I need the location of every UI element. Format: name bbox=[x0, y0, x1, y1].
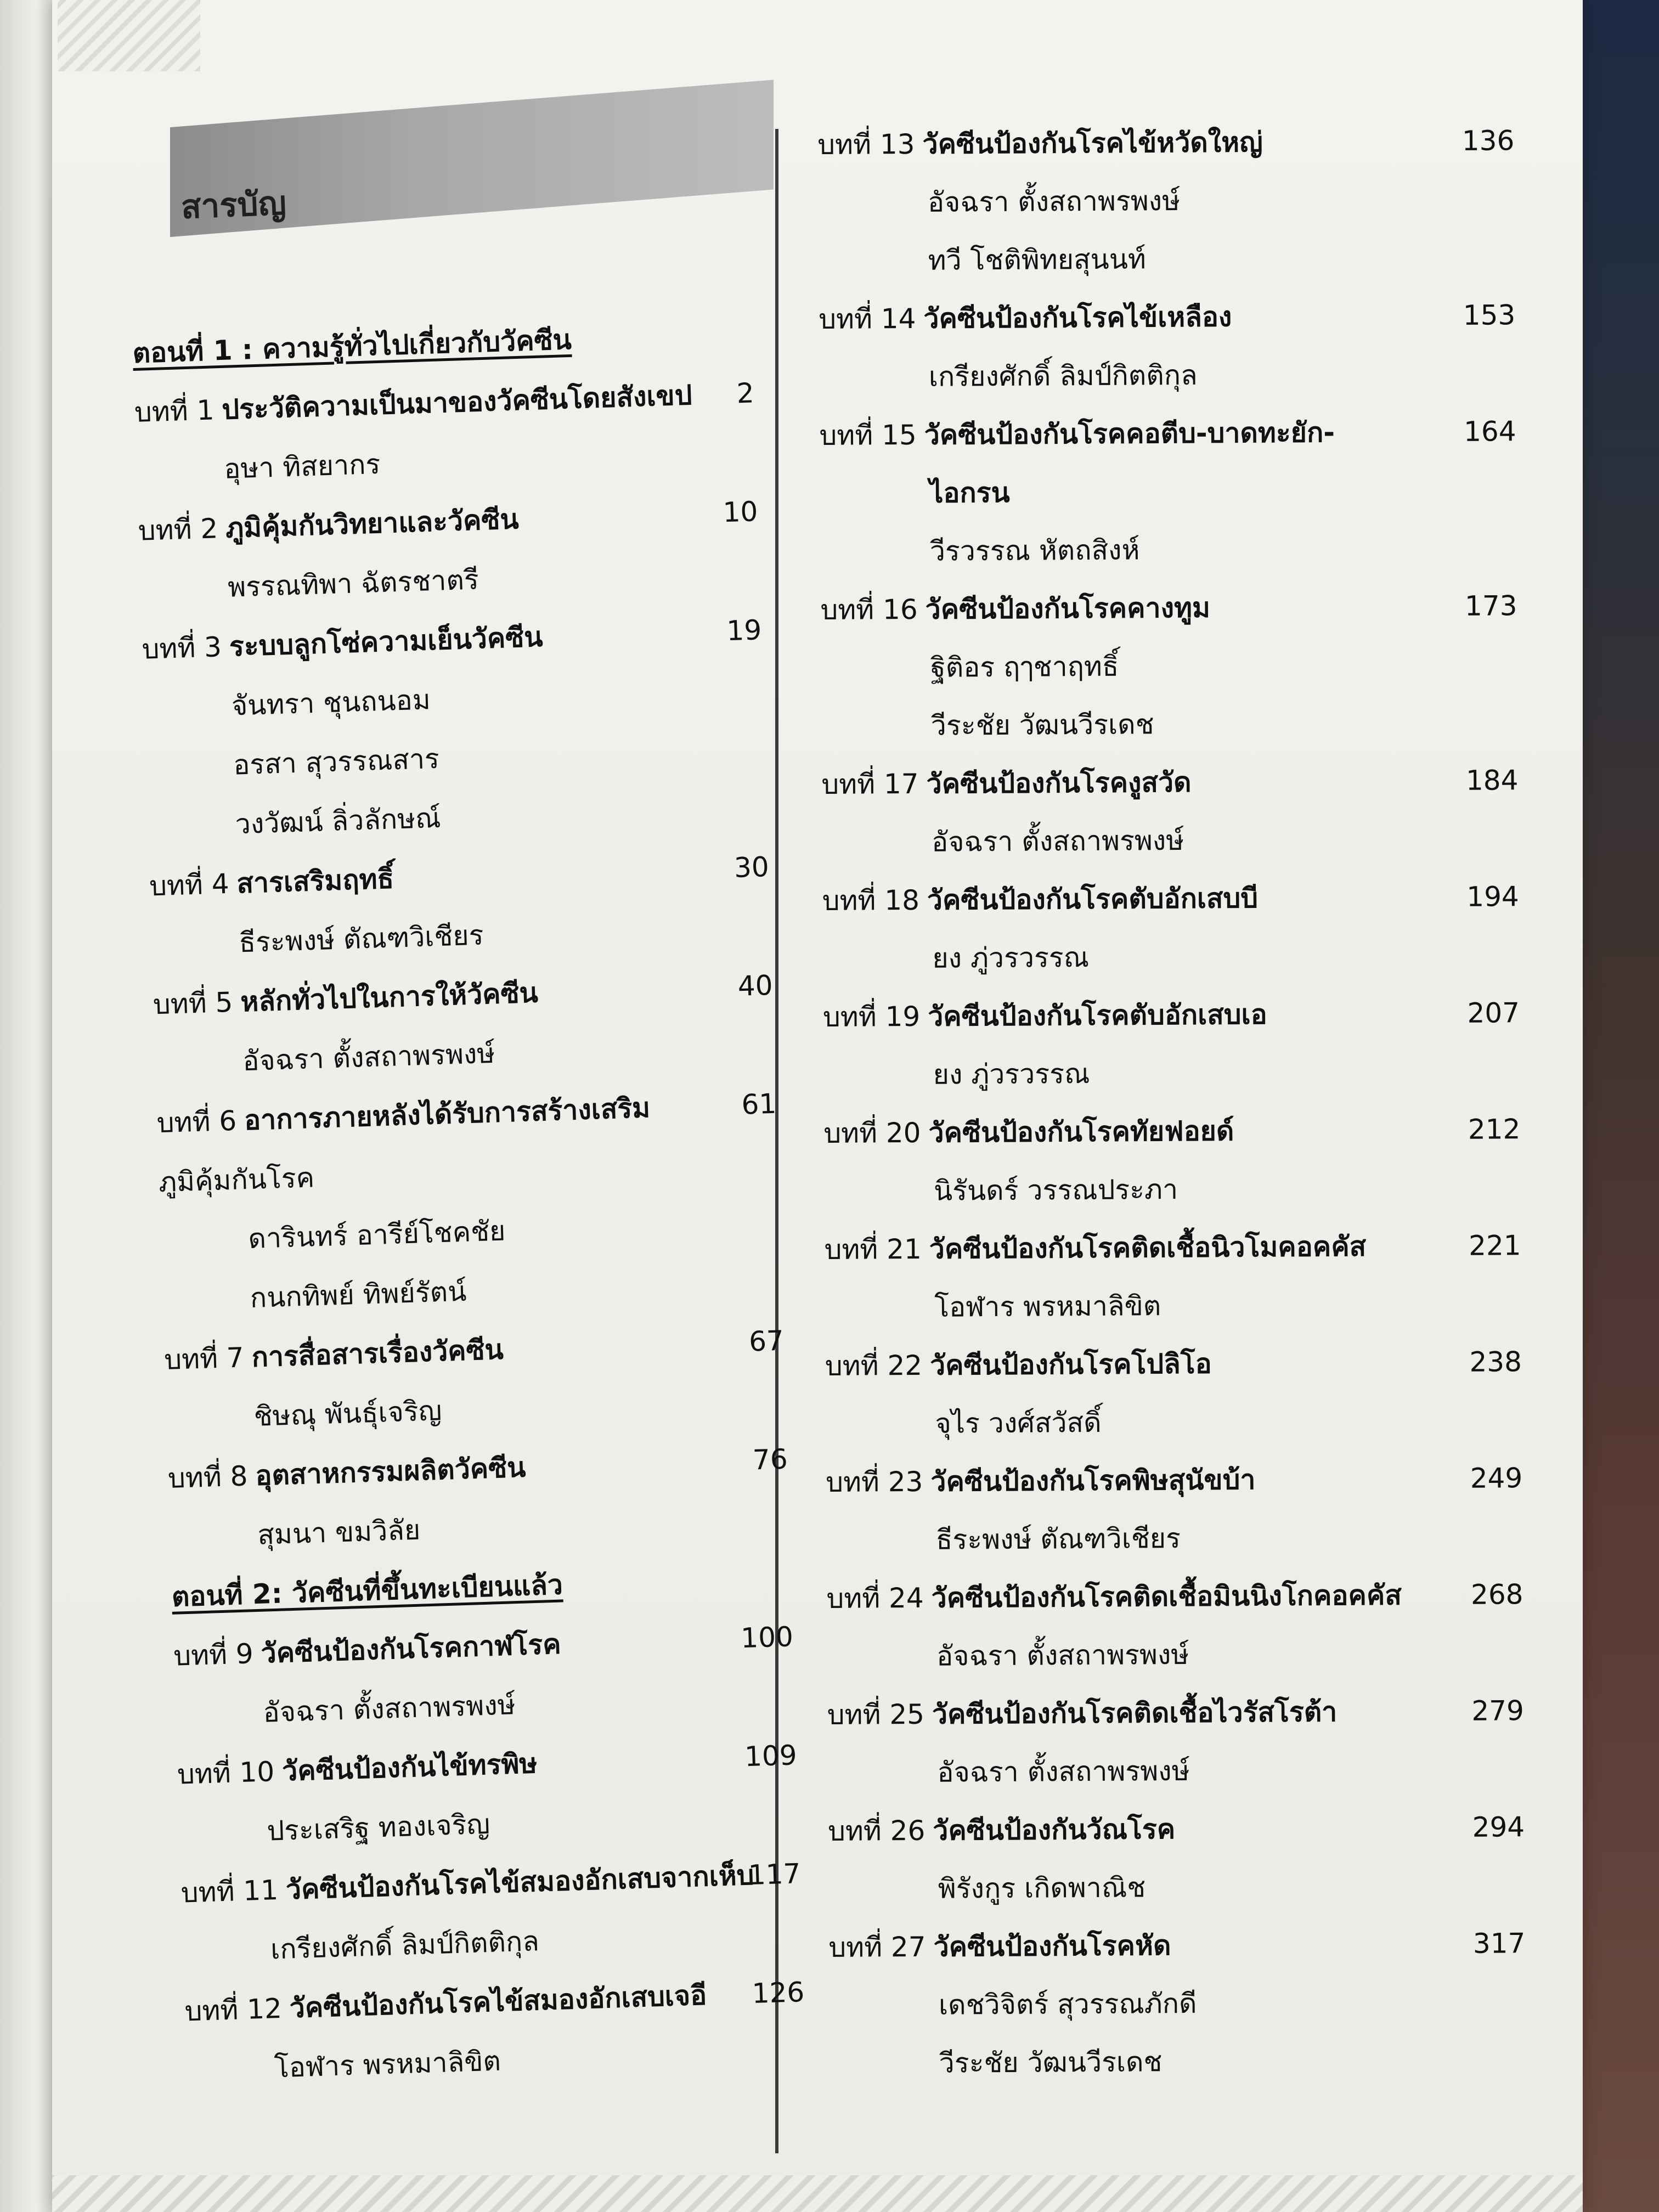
toc-entry bbox=[828, 1914, 1526, 1976]
toc-entry bbox=[823, 1099, 1521, 1162]
toc-entry bbox=[817, 111, 1515, 173]
chapter-number: บทที่ 3 bbox=[141, 631, 222, 665]
toc-entry bbox=[823, 983, 1520, 1046]
author-name: อัจฉรา ตั้งสถาพรพงษ์ bbox=[927, 184, 1181, 218]
section-heading: ตอนที่ 2: วัคซีนที่ขึ้นทะเบียนแล้ว bbox=[171, 1568, 563, 1613]
chapter-number: บทที่ 25 bbox=[827, 1698, 925, 1731]
page-number: 184 bbox=[1465, 764, 1519, 797]
author-name: ยง ภู่วรวรรณ bbox=[932, 941, 1090, 974]
chapter-number: บทที่ 4 bbox=[149, 867, 230, 902]
page-number: 117 bbox=[748, 1858, 802, 1892]
chapter-title: ระบบลูกโซ่ความเย็นวัคซีน bbox=[229, 620, 544, 663]
chapter-number: บทที่ 8 bbox=[167, 1460, 249, 1494]
chapter-title: ประวัติความเป็นมาของวัคซีนโดยสังเขป bbox=[221, 379, 693, 426]
background-right bbox=[1577, 0, 1659, 2212]
chapter-number: บทที่ 24 bbox=[826, 1582, 924, 1615]
author-name: สุมนา ขมวิลัย bbox=[257, 1514, 421, 1551]
page-number: 164 bbox=[1463, 415, 1516, 448]
author-name: พิรังกูร เกิดพาณิช bbox=[938, 1871, 1146, 1905]
page-number: 109 bbox=[744, 1739, 798, 1773]
chapter-number: บทที่ 13 bbox=[817, 128, 915, 161]
page-number: 268 bbox=[1470, 1578, 1523, 1611]
page-number: 10 bbox=[722, 495, 759, 529]
chapter-number: บทที่ 17 bbox=[821, 768, 919, 800]
toc-entry bbox=[826, 1565, 1523, 1627]
chapter-title: วัคซีนป้องกันโรคไข้เหลือง bbox=[923, 301, 1232, 335]
author-name: พรรณทิพา ฉัตรชาตรี bbox=[227, 563, 479, 603]
author-name: ชิษณุ พันธุ์เจริญ bbox=[253, 1395, 443, 1432]
page-number: 317 bbox=[1472, 1927, 1526, 1960]
toc-entry bbox=[824, 1216, 1521, 1278]
chapter-number: บทที่ 10 bbox=[177, 1756, 275, 1791]
chapter-number: บทที่ 18 bbox=[822, 884, 920, 917]
author-name: เกรียงศักดิ์ ลิมป์กิตติกุล bbox=[270, 1925, 540, 1966]
chapter-number: บทที่ 23 bbox=[826, 1465, 923, 1498]
page-number: 279 bbox=[1471, 1695, 1524, 1727]
author-name: โอฬาร พรหมาลิขิต bbox=[934, 1290, 1161, 1323]
page-edge-pattern bbox=[58, 0, 200, 71]
chapter-number: บทที่ 5 bbox=[153, 986, 234, 1021]
page-number: 76 bbox=[752, 1443, 788, 1476]
toc-entry bbox=[822, 867, 1519, 929]
chapter-number: บทที่ 19 bbox=[822, 1000, 921, 1033]
chapter-number: บทที่ 2 bbox=[137, 512, 219, 547]
page-number: 100 bbox=[740, 1621, 794, 1655]
page-number: 212 bbox=[1468, 1113, 1521, 1146]
toc-entry bbox=[819, 285, 1516, 348]
author-name: อุษา ทิสยากร bbox=[223, 448, 381, 485]
chapter-number: บทที่ 27 bbox=[828, 1931, 926, 1963]
chapter-title: วัคซีนป้องกันโรคไข้สมองอักเสบจากเห็บ bbox=[285, 1859, 755, 1906]
chapter-title: วัคซีนป้องกันโรคพิษสุนัขบ้า bbox=[930, 1464, 1256, 1498]
chapter-title: วัคซีนป้องกันโรคกาฬโรค bbox=[260, 1628, 562, 1669]
chapter-title: วัคซีนป้องกันโรคติดเชื้อมินนิงโกคอคคัส bbox=[931, 1579, 1402, 1614]
page-number: 194 bbox=[1466, 881, 1519, 913]
page-number: 67 bbox=[748, 1324, 785, 1358]
chapter-title: อุตสาหกรรมผลิตวัคซีน bbox=[255, 1451, 527, 1492]
chapter-number: บทที่ 1 bbox=[134, 394, 215, 428]
page-number: 30 bbox=[733, 851, 770, 884]
chapter-number: บทที่ 14 bbox=[819, 302, 916, 335]
chapter-title-continued: ภูมิคุ้มกันโรค bbox=[158, 1161, 315, 1199]
chapter-title: สารเสริมฤทธิ์ bbox=[236, 862, 394, 900]
toc-entry bbox=[826, 1448, 1523, 1511]
page-number: 40 bbox=[737, 969, 774, 1002]
author-name: จันทรา ชุนถนอม bbox=[231, 684, 431, 722]
chapter-title: อาการภายหลังได้รับการสร้างเสริม bbox=[244, 1092, 651, 1137]
chapter-title: วัคซีนป้องกันโรคไข้สมองอักเสบเจอี bbox=[289, 1979, 708, 2024]
chapter-number: บทที่ 6 bbox=[156, 1104, 238, 1139]
chapter-number: บทที่ 9 bbox=[173, 1638, 254, 1672]
author-name: โอฬาร พรหมาลิขิต bbox=[274, 2045, 501, 2084]
page-number: 207 bbox=[1467, 997, 1520, 1029]
author-name: ธีระพงษ์ ตัณฑวิเชียร bbox=[238, 919, 484, 959]
chapter-number: บทที่ 21 bbox=[824, 1233, 922, 1266]
chapter-number: บทที่ 12 bbox=[184, 1992, 283, 2028]
page-number: 126 bbox=[751, 1976, 805, 2010]
chapter-number: บทที่ 11 bbox=[180, 1874, 279, 1909]
page-number: 153 bbox=[1463, 299, 1516, 331]
toc-right-column bbox=[817, 111, 1526, 2092]
chapter-number: บทที่ 26 bbox=[827, 1814, 926, 1847]
author-name: นิรันดร์ วรรณประภา bbox=[933, 1173, 1178, 1207]
chapter-number: บทที่ 15 bbox=[819, 419, 917, 452]
chapter-title: วัคซีนป้องกันโรคคอตีบ-บาดทะยัก- bbox=[924, 416, 1335, 451]
author-name: อัจฉรา ตั้งสถาพรพงษ์ bbox=[931, 824, 1184, 858]
author-name: ยง ภู่วรวรรณ bbox=[933, 1058, 1090, 1091]
chapter-title: ภูมิคุ้มกันวิทยาและวัคซีน bbox=[225, 503, 520, 544]
author-name: วงวัฒน์ ลิ่วลักษณ์ bbox=[234, 802, 442, 840]
chapter-title: วัคซีนป้องกันโรคไข้หวัดใหญ่ bbox=[922, 126, 1263, 160]
chapter-title: วัคซีนป้องกันโรคโปลิโอ bbox=[929, 1347, 1212, 1381]
chapter-title: หลักทั่วไปในการให้วัคซีน bbox=[240, 977, 539, 1018]
page-number: 19 bbox=[726, 614, 763, 647]
author-name: ดารินทร์ อารีย์โชคชัย bbox=[247, 1215, 506, 1255]
chapter-number: บทที่ 20 bbox=[823, 1116, 921, 1149]
chapter-title: วัคซีนป้องกันโรคทัยฟอยด์ bbox=[928, 1115, 1234, 1149]
chapter-title: วัคซีนป้องกันโรคติดเชื้อนิวโมคอคคัส bbox=[929, 1230, 1367, 1265]
author-name: เกรียงศักดิ์ ลิมป์กิตติกุล bbox=[928, 359, 1198, 393]
chapter-title-continued: ไอกรน bbox=[929, 476, 1010, 509]
toc-title: สารบัญ bbox=[180, 184, 287, 227]
chapter-title: วัคซีนป้องกันโรคหัด bbox=[933, 1929, 1171, 1963]
author-name: จุไร วงศ์สวัสดิ์ bbox=[935, 1406, 1102, 1440]
author-name: อัจฉรา ตั้งสถาพรพงษ์ bbox=[937, 1754, 1190, 1788]
author-name: เดชวิจิตร์ สุวรรณภักดี bbox=[938, 1987, 1197, 2021]
author-name: กนกทิพย์ ทิพย์รัตน์ bbox=[249, 1275, 467, 1314]
chapter-number: บทที่ 16 bbox=[820, 593, 918, 626]
author-name: อัจฉรา ตั้งสถาพรพงษ์ bbox=[936, 1638, 1189, 1672]
chapter-title: วัคซีนป้องกันไข้ทรพิษ bbox=[281, 1747, 538, 1787]
page-number: 61 bbox=[741, 1087, 777, 1121]
toc-left-column bbox=[132, 304, 823, 2101]
page-number: 294 bbox=[1472, 1811, 1525, 1843]
chapter-title: วัคซีนป้องกันโรคคางทูม bbox=[925, 591, 1211, 625]
page-number: 2 bbox=[736, 377, 755, 410]
chapter-number: บทที่ 22 bbox=[825, 1349, 923, 1382]
background-left bbox=[0, 0, 60, 2212]
author-name: ฐิติอร ฤๅชาฤทธิ์ bbox=[930, 650, 1119, 684]
toc-entry bbox=[827, 1681, 1524, 1743]
toc-entry bbox=[828, 1797, 1525, 1860]
author-name: อัจฉรา ตั้งสถาพรพงษ์ bbox=[262, 1689, 516, 1729]
section-heading: ตอนที่ 1 : ความรู้ทั่วไปเกี่ยวกับวัคซีน bbox=[132, 323, 572, 369]
page-number: 221 bbox=[1468, 1229, 1521, 1262]
toc-entry bbox=[819, 402, 1516, 464]
page-number: 173 bbox=[1464, 590, 1517, 622]
chapter-number: บทที่ 7 bbox=[163, 1341, 245, 1376]
page-number: 136 bbox=[1462, 125, 1515, 157]
chapter-title: วัคซีนป้องกันโรคตับอักเสบเอ bbox=[928, 998, 1267, 1032]
toc-entry bbox=[825, 1332, 1522, 1395]
author-name: วีระชัย วัฒนวีรเดช bbox=[930, 708, 1154, 742]
author-name: ประเสริฐ ทองเจริญ bbox=[266, 1808, 490, 1847]
author-name: ทวี โชติพิทยสุนนท์ bbox=[928, 243, 1147, 276]
chapter-title: วัคซีนป้องกันโรคติดเชื้อไวรัสโรต้า bbox=[932, 1696, 1338, 1730]
chapter-title: วัคซีนป้องกันโรคตับอักเสบบี bbox=[927, 882, 1259, 916]
toc-entry bbox=[821, 751, 1519, 813]
toc-entry bbox=[820, 576, 1517, 639]
page-number: 238 bbox=[1469, 1346, 1522, 1378]
author-name: อรสา สุวรรณสาร bbox=[233, 742, 440, 781]
chapter-title: การสื่อสารเรื่องวัคซีน bbox=[251, 1333, 504, 1374]
author-name: วีรวรรณ หัตถสิงห์ bbox=[929, 534, 1140, 567]
author-name: วีระชัย วัฒนวีรเดช bbox=[939, 2046, 1163, 2079]
author-name: อัจฉรา ตั้งสถาพรพงษ์ bbox=[242, 1037, 496, 1077]
page-number: 249 bbox=[1470, 1462, 1523, 1494]
chapter-title: วัคซีนป้องกันโรคงูสวัด bbox=[926, 766, 1192, 800]
chapter-title: วัคซีนป้องกันวัณโรค bbox=[933, 1813, 1176, 1847]
author-name: ธีระพงษ์ ตัณฑวิเชียร bbox=[935, 1522, 1181, 1556]
page-bottom-pattern bbox=[52, 2175, 1583, 2212]
